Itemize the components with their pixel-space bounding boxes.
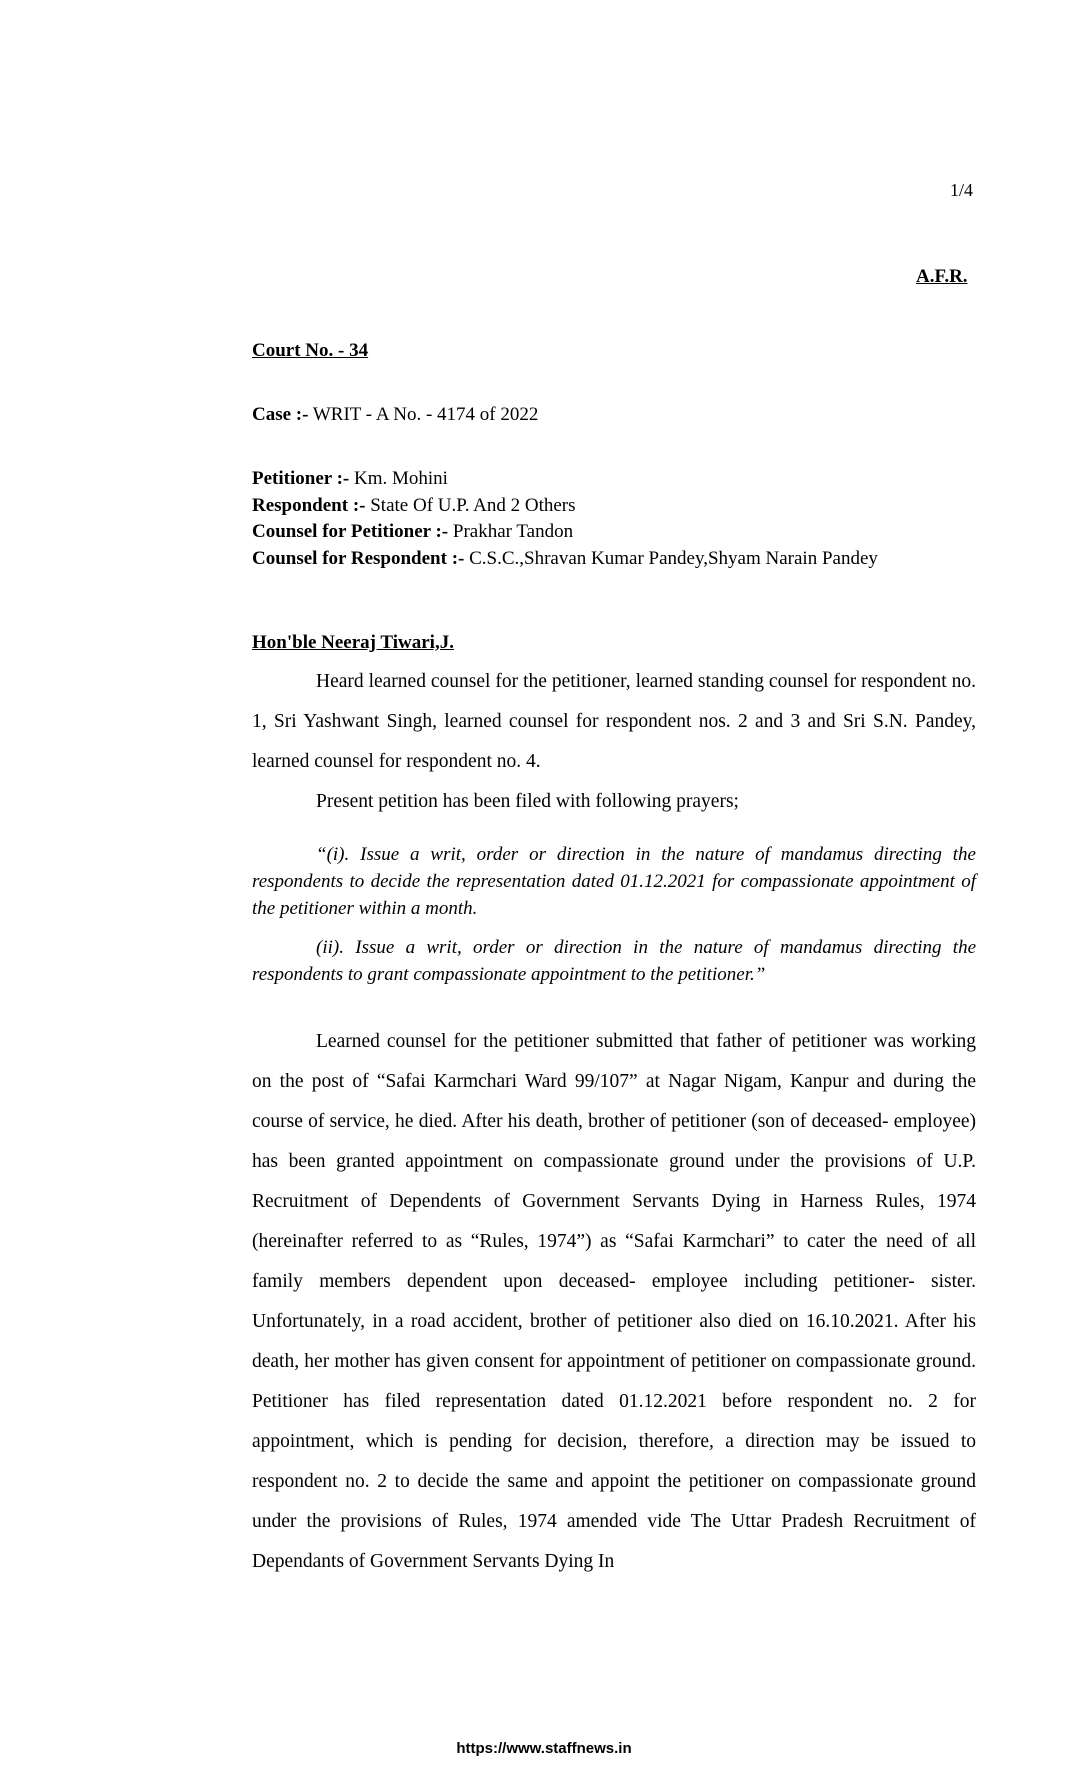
petitioner-value: Km. Mohini bbox=[349, 468, 448, 489]
counsel-respondent-value: C.S.C.,Shravan Kumar Pandey,Shyam Narain Pandey bbox=[464, 547, 878, 569]
page-number: 1/4 bbox=[950, 180, 974, 200]
paragraph-heard: Heard learned counsel for the petitioner, learned standing counsel for respondent no. 1, Sri Yashwant Singh, learned counsel for respondent nos. 2 and 3 and Sri S.N. Pandey, learned counsel for respondent no. 4. bbox=[252, 671, 976, 772]
parties-block bbox=[252, 466, 972, 572]
counsel-petitioner-label: Counsel for Petitioner :- bbox=[252, 521, 449, 542]
case-label: Case :- bbox=[252, 404, 309, 425]
prayer-item: (ii). Issue a writ, order or direction in the nature of mandamus directing the respondents to grant compassionate appointment to the petitioner.” bbox=[252, 937, 976, 985]
footer-url: https://www.staffnews.in bbox=[456, 1740, 632, 1757]
afr-heading: A.F.R. bbox=[916, 266, 968, 287]
prayer-item: “(i). Issue a writ, order or direction in the nature of mandamus directing the respondents to decide the representation dated 01.12.2021 for compassionate appointment of the petitioner within a month. bbox=[252, 844, 976, 919]
respondent-label: Respondent :- bbox=[252, 494, 366, 516]
paragraph-prayers-intro: Present petition has been filed with following prayers; bbox=[316, 791, 739, 812]
respondent-line bbox=[252, 493, 972, 520]
petitioner-label: Petitioner :- bbox=[252, 468, 350, 489]
case-line bbox=[252, 404, 538, 426]
petitioner-line bbox=[252, 466, 972, 493]
counsel-petitioner-value: Prakhar Tandon bbox=[448, 521, 574, 542]
judge-name: Hon'ble Neeraj Tiwari,J. bbox=[252, 632, 454, 653]
case-value: WRIT - A No. - 4174 of 2022 bbox=[308, 404, 539, 425]
paragraph-submission: Learned counsel for the petitioner submitted that father of petitioner was working on the post of “Safai Karmchari Ward 99/107” at Nagar Nigam, Kanpur and during the course of service, he died. After his death, brother of petitioner (son of deceased- employee) has been granted appointment on compassionate ground under the provisions of U.P. Recruitment of Dependents of Government Servants Dying in Harness Rules, 1974 (hereinafter referred to as “Rules, 1974”) as “Safai Karmchari” to cater the need of all family members dependent upon deceased- employee including petitioner- sister. Unfortunately, in a road accident, brother of petitioner also died on 16.10.2021. After his death, her mother has given consent for appointment of petitioner on compassionate ground. Petitioner has filed representation dated 01.12.2021 before respondent no. 2 for appointment, which is pending for decision, therefore, a direction may be issued to respondent no. 2 to decide the same and appoint the petitioner on compassionate ground under the provisions of Rules, 1974 amended vide The Uttar Pradesh Recruitment of Dependants of Government Servants Dying In bbox=[252, 1031, 976, 1572]
counsel-respondent-label: Counsel for Respondent :- bbox=[252, 547, 465, 569]
counsel-respondent-line bbox=[252, 546, 972, 573]
counsel-petitioner-line bbox=[252, 519, 972, 546]
court-number: Court No. - 34 bbox=[252, 340, 369, 361]
respondent-value: State Of U.P. And 2 Others bbox=[365, 494, 576, 516]
